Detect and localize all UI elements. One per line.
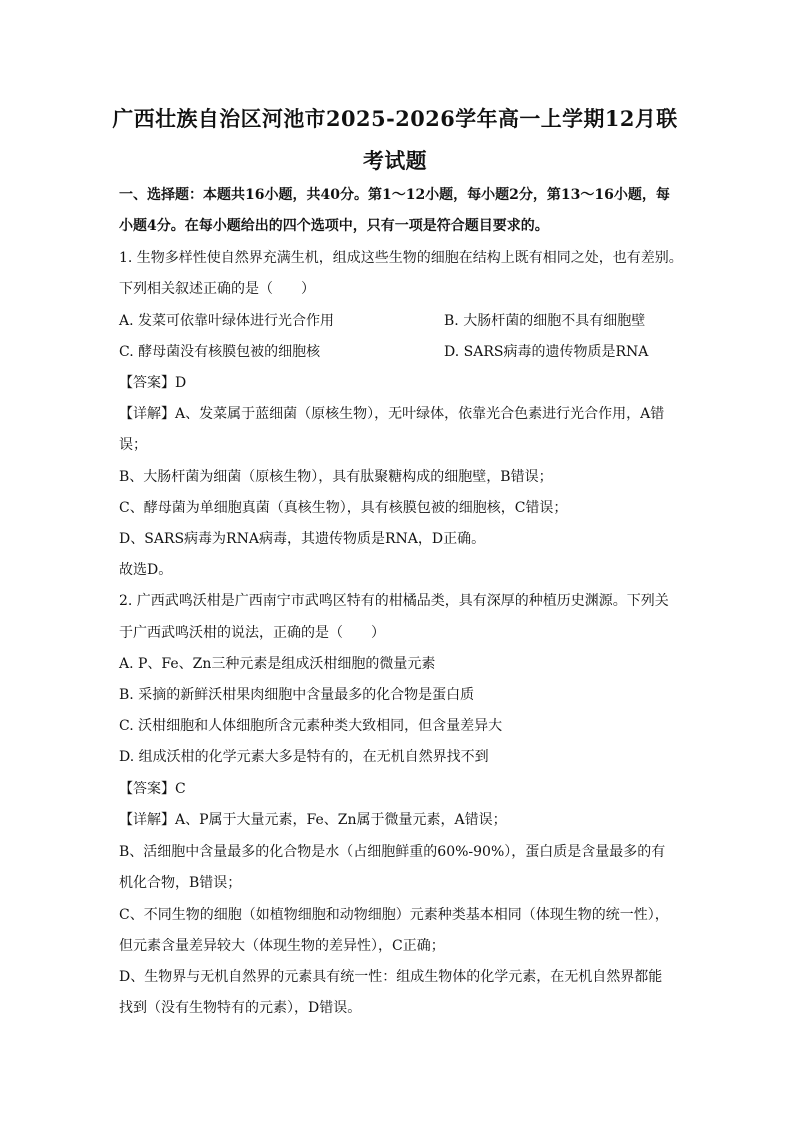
question-1-option-d: D. SARS病毒的遗传物质是RNA [444,344,649,360]
question-2-explanation-line-1: 【详解】A、P属于大量元素，Fe、Zn属于微量元素，A错误； [119,812,507,828]
question-1-answer: 【答案】D [119,375,187,391]
question-2-explanation-line-3: 机化合物，B错误； [119,875,242,891]
question-1-stem-line-2: 下列相关叙述正确的是（ ） [119,281,315,297]
question-2-explanation-line-7: 找到（没有生物特有的元素），D错误。 [119,1000,362,1016]
question-2-option-b: B. 采摘的新鲜沃柑果肉细胞中含量最多的化合物是蛋白质 [119,687,475,703]
question-2-explanation-line-2: B、活细胞中含量最多的化合物是水（占细胞鲜重的60%-90%），蛋白质是含量最多的有 [119,844,666,860]
question-2-explanation-line-5: 但元素含量差异较大（体现生物的差异性），C正确； [119,938,445,954]
question-2-answer: 【答案】C [119,781,186,797]
question-1-stem-line-1: 1. 生物多样性使自然界充满生机，组成这些生物的细胞在结构上既有相同之处，也有差别。 [119,250,683,266]
question-2-explanation-line-4: C、不同生物的细胞（如植物细胞和动物细胞）元素种类基本相同（体现生物的统一性）， [119,907,669,923]
document-title-line-2: 考试题 [362,148,428,173]
question-2-stem-line-2: 于广西武鸣沃柑的说法，正确的是（ ） [119,625,385,641]
question-1-explanation-line-2: 误； [119,437,147,453]
question-1-explanation-line-4: C、酵母菌为单细胞真菌（真核生物），具有核膜包被的细胞核，C错误； [119,500,568,516]
question-1-option-a: A. 发菜可依靠叶绿体进行光合作用 [119,313,335,329]
question-2-explanation-line-6: D、生物界与无机自然界的元素具有统一性：组成生物体的化学元素，在无机自然界都能 [119,969,663,985]
document-title-line-1: 广西壮族自治区河池市2025-2026学年高一上学期12月联 [112,106,678,131]
question-2-stem-line-1: 2. 广西武鸣沃柑是广西南宁市武鸣区特有的柑橘品类，具有深厚的种植历史渊源。下列关 [119,593,669,609]
question-1-explanation-line-1: 【详解】A、发菜属于蓝细菌（原核生物），无叶绿体，依靠光合色素进行光合作用，A错 [119,406,665,422]
question-1-explanation-line-6: 故选D。 [119,562,173,578]
question-2-option-a: A. P、Fe、Zn三种元素是组成沃柑细胞的微量元素 [119,656,436,672]
question-1-explanation-line-5: D、SARS病毒为RNA病毒，其遗传物质是RNA，D正确。 [119,531,486,547]
question-1-explanation-line-3: B、大肠杆菌为细菌（原核生物），具有肽聚糖构成的细胞壁，B错误； [119,469,553,485]
section-heading-line-1: 一、选择题：本题共16小题，共40分。第1～12小题，每小题2分，第13～16小题，每 [119,187,670,203]
section-heading-line-2: 小题4分。在每小题给出的四个选项中，只有一项是符合题目要求的。 [119,218,549,234]
question-1-option-c: C. 酵母菌没有核膜包被的细胞核 [119,344,321,360]
question-2-option-d: D. 组成沃柑的化学元素大多是特有的，在无机自然界找不到 [119,749,489,765]
question-2-option-c: C. 沃柑细胞和人体细胞所含元素种类大致相同，但含量差异大 [119,718,503,734]
question-1-option-b: B. 大肠杆菌的细胞不具有细胞壁 [444,313,646,329]
